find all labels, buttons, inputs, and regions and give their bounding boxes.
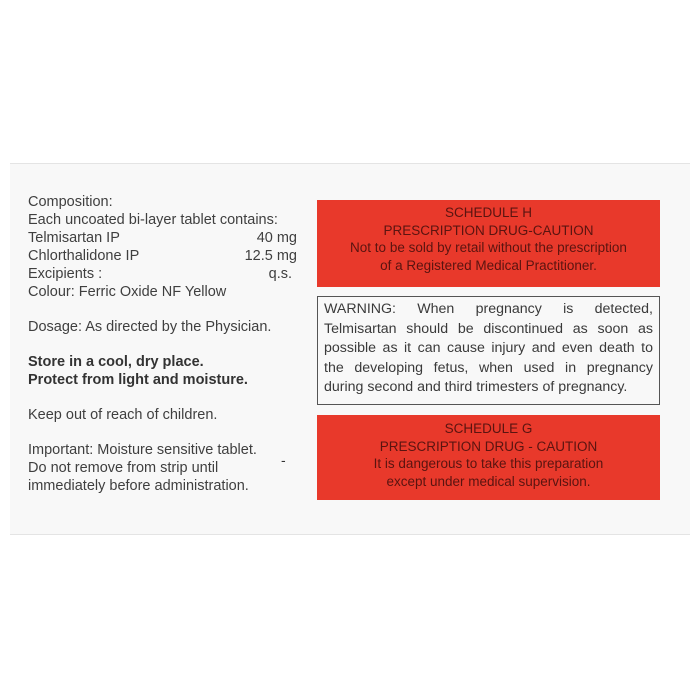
ingredient-amount: 40 mg: [256, 230, 297, 246]
ingredient-amount: 12.5 mg: [244, 248, 297, 264]
product-info-column: [28, 193, 300, 495]
schedule-h-box: [317, 200, 660, 287]
important-line-2: Do not remove from strip until: [28, 460, 219, 476]
schedule-g-box: [317, 415, 660, 500]
schedule-g-subtitle: PRESCRIPTION DRUG - CAUTION: [379, 438, 598, 454]
ingredient-name: Excipients :: [28, 266, 103, 282]
schedule-h-subtitle: PRESCRIPTION DRUG-CAUTION: [383, 222, 594, 238]
ingredient-amount: q.s.: [268, 266, 292, 282]
ingredient-name: Telmisartan IP: [28, 230, 120, 246]
schedule-h-line-2: of a Registered Medical Practitioner.: [380, 257, 597, 273]
ingredient-name: Chlorthalidone IP: [28, 248, 140, 264]
schedule-g-line-2: except under medical supervision.: [386, 473, 591, 489]
ingredient-row: [28, 229, 300, 247]
ingredient-row: [28, 247, 300, 265]
schedule-h-title: SCHEDULE H: [444, 205, 533, 220]
composition-heading: Composition:: [28, 194, 113, 210]
schedule-g-title: SCHEDULE G: [444, 421, 533, 436]
children-warning: Keep out of reach of children.: [28, 407, 218, 423]
schedule-h-line-1: Not to be sold by retail without the prescription: [350, 240, 627, 255]
dosage-statement: Dosage: As directed by the Physician.: [28, 319, 272, 335]
storage-line-1: Store in a cool, dry place.: [28, 354, 204, 370]
stray-mark: -: [281, 452, 286, 468]
important-line-3: immediately before administration.: [28, 478, 249, 494]
pregnancy-warning-text: WARNING: When pregnancy is detected, Telmisartan should be discontinued as soon as possible as it can cause injury and even death to the developing fetus, when used in pregnancy during second and third trimesters of pregnancy.: [324, 301, 653, 395]
important-line-1: Important: Moisture sensitive tablet.: [28, 442, 257, 458]
pregnancy-warning-box: [317, 296, 660, 405]
ingredient-row: [28, 265, 300, 283]
colour-statement: Colour: Ferric Oxide NF Yellow: [28, 284, 227, 300]
storage-line-2: Protect from light and moisture.: [28, 372, 248, 388]
composition-intro: Each uncoated bi-layer tablet contains:: [28, 212, 278, 228]
schedule-g-line-1: It is dangerous to take this preparation: [373, 456, 604, 471]
